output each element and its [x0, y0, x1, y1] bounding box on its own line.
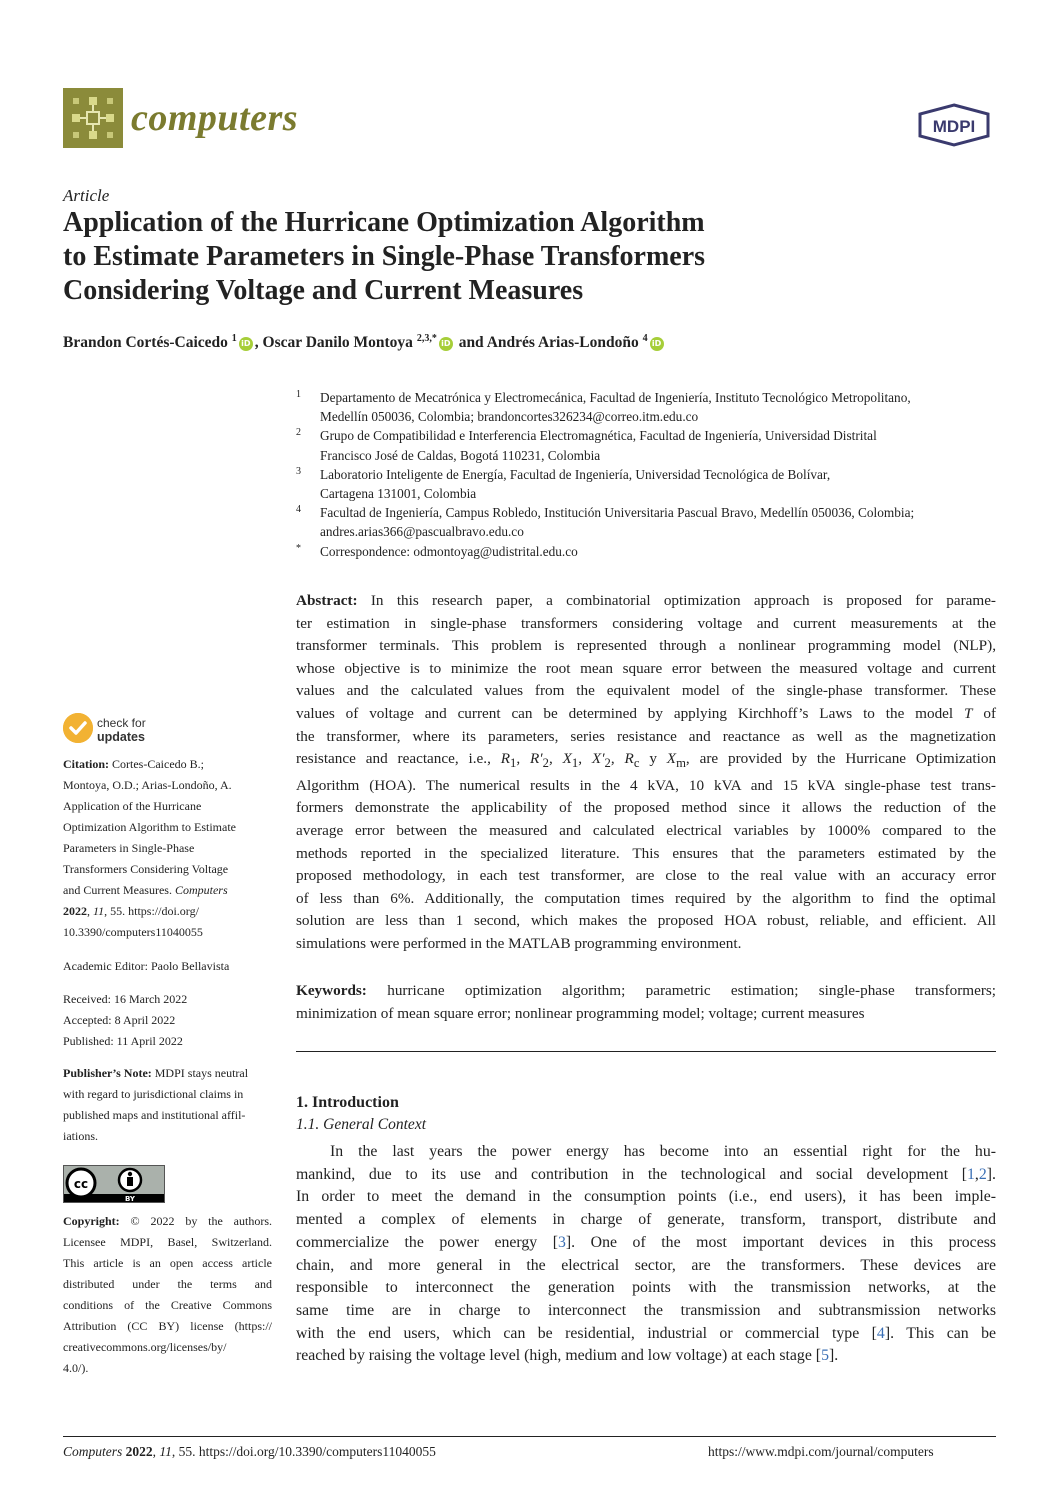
citation-text: Cortes-Caicedo B.; — [112, 757, 204, 771]
cc-by-icon — [64, 1166, 164, 1202]
citation-block — [63, 754, 272, 943]
paper-title — [63, 206, 993, 308]
citation-link[interactable]: 4 — [876, 1324, 885, 1342]
math-var: R — [624, 750, 634, 768]
abstract-line: methods reported in the specialized literature. This ensures that the parameters estimated by the — [296, 844, 996, 862]
citation-volume: 11 — [93, 904, 105, 918]
body-text: mankind, due to its use and contribution in the technological and social development [ — [296, 1165, 968, 1183]
math-sub: 1 — [510, 756, 517, 771]
citation-line: Application of the Hurricane — [63, 799, 202, 813]
body-text: commercialize the power energy [ — [296, 1233, 558, 1251]
abstract-text: , are provided by the Hurricane Optimization — [685, 750, 997, 768]
abstract-line: transformer terminals. This problem is represented through a nonlinear programming model (NLP), — [296, 637, 996, 655]
affiliation-number: 1 — [296, 389, 301, 400]
orcid-icon[interactable]: iD — [439, 337, 453, 351]
orcid-icon[interactable]: iD — [650, 337, 664, 351]
copyright-line: Attribution (CC BY) license (https:// — [63, 1319, 272, 1333]
abstract-text: resistance and reactance, i.e., — [296, 750, 491, 768]
title-line: Application of the Hurricane Optimization Algorithm — [63, 207, 705, 238]
body-line — [296, 1345, 996, 1368]
title-line: Considering Voltage and Current Measures — [63, 275, 584, 306]
citation-label: Citation: — [63, 757, 109, 771]
footer-citation: Computers 2022, 11, 55. https://doi.org/10.3390/computers11040055 — [63, 1444, 436, 1459]
dates-block — [63, 989, 272, 1052]
affiliation-line: Facultad de Ingeniería, Campus Robledo, Institución Universitaria Pascual Bravo, Medellín 050036, Colombia; — [320, 505, 915, 521]
abstract-line: proposed methodology, in each test transformer, are close to the real value with an accuracy error — [296, 867, 996, 885]
note-line: with regard to jurisdictional claims in — [63, 1087, 244, 1101]
received-date: Received: 16 March 2022 — [63, 992, 188, 1006]
affiliation-number: 3 — [296, 465, 301, 477]
affiliation-line: Departamento de Mecatrónica y Electromecánica, Facultad de Ingeniería, Instituto Tecnológico Metropolitano, — [320, 390, 911, 405]
affiliation-line: Francisco José de Caldas, Bogotá 110231, Colombia — [320, 447, 601, 463]
author-affiliation-sup: 4 — [642, 333, 648, 344]
note-text: MDPI stays neutral — [154, 1066, 249, 1080]
citation-doi-link[interactable]: 10.3390/computers11040055 — [63, 925, 203, 939]
citation-line: 2022, 11, 55. https://doi.org/ — [63, 904, 199, 918]
math-sub: m — [676, 756, 686, 771]
mdpi-logo-icon — [916, 103, 992, 147]
footer-journal-url[interactable]: https://www.mdpi.com/journal/computers — [708, 1444, 934, 1459]
affiliation-item — [296, 503, 996, 541]
note-line: published maps and institutional affil- — [63, 1108, 246, 1122]
footer-doi[interactable]: , 55. https://doi.org/10.3390/computers11040055 — [171, 1444, 436, 1459]
keywords-text: hurricane optimization algorithm; parametric estimation; single-phase transformers; — [387, 982, 997, 999]
author-affiliation-sup: 2,3,* — [416, 333, 437, 344]
math-sub: 2 — [604, 756, 611, 771]
footer-year: 2022 — [125, 1444, 153, 1459]
abstract-line: solution are less than 1 second, which makes the proposed HOA robust, reliable, and efficient. All — [296, 912, 996, 930]
abstract-line: formers demonstrate the applicability of the proposed method since it allows the reduction of the — [296, 799, 996, 817]
abstract-text: of — [983, 704, 997, 722]
affiliation-item — [296, 388, 996, 426]
affiliation-item — [296, 542, 996, 561]
title-line: to Estimate Parameters in Single-Phase Transformers — [63, 241, 706, 272]
copyright-line: This article is an open access article — [63, 1256, 272, 1270]
copyright-line — [63, 1211, 272, 1232]
abstract-line — [296, 703, 996, 726]
checkmark-icon — [63, 713, 93, 743]
mdpi-logo-text: MDPI — [932, 117, 976, 136]
check-for-updates-line1: check for — [97, 716, 146, 730]
math-var: R′ — [530, 750, 543, 768]
citation-line: Parameters in Single-Phase — [63, 841, 195, 855]
footer-volume: 11 — [159, 1444, 172, 1459]
article-type: Article — [63, 186, 110, 205]
citation-line: Transformers Considering Voltage — [63, 862, 229, 876]
abstract-text: values of voltage and current can be determined by applying Kirchhoff’s Laws to the model — [296, 704, 954, 722]
body-line: In the last years the power energy has become into an essential right for the hu- — [330, 1143, 996, 1160]
abstract-line: resistance and reactance, i.e., $R_1$, $R'_2$, $X_1$, $X'_2$, $R_c$ y $X_m$, are provided by the Hurricane Optimization — [296, 750, 997, 771]
citation-line — [63, 754, 272, 775]
author-affiliation-sup: 1 — [231, 333, 237, 344]
note-line: iations. — [63, 1129, 98, 1143]
abstract-line: simulations were performed in the MATLAB programming environment. — [296, 934, 742, 952]
citation-journal: Computers — [174, 883, 228, 897]
citation-link[interactable]: 3 — [557, 1233, 566, 1251]
citation-link[interactable]: 5 — [821, 1347, 829, 1365]
abstract-label: Abstract: — [296, 592, 358, 609]
math-var: X — [666, 750, 677, 768]
cc-by-license-badge[interactable] — [63, 1165, 165, 1203]
math-var: T — [964, 704, 973, 722]
copyright-text: © 2022 by the authors. — [130, 1214, 272, 1228]
citation-text: , 55. https://doi.org/ — [104, 904, 199, 918]
math-sub: 2 — [542, 756, 549, 771]
published-date: Published: 11 April 2022 — [63, 1034, 183, 1048]
abstract — [296, 590, 996, 956]
copyright-line: 4.0/). — [63, 1361, 89, 1375]
body-line — [296, 1323, 996, 1346]
mdpi-logo — [916, 103, 992, 147]
author-joiner: and — [458, 334, 484, 352]
body-line: mented a complex of elements in charge of generate, transform, transport, distribute and — [296, 1211, 996, 1229]
abstract-line: of less than 6%. Additionally, the computation times required by the algorithm to find the optimal — [296, 889, 996, 907]
note-label: Publisher’s Note: — [63, 1066, 152, 1080]
affiliation-line: andres.arias366@pascualbravo.edu.co — [320, 524, 524, 540]
academic-editor: Academic Editor: Paolo Bellavista — [63, 959, 230, 973]
orcid-icon[interactable]: iD — [239, 337, 253, 351]
body-text: with the end users, which can be residential, industrial or commercial type [ — [296, 1324, 877, 1342]
body-text: ]. This can be — [884, 1324, 996, 1342]
copyright-line: Licensee MDPI, Basel, Switzerland. — [63, 1235, 272, 1249]
citation-link[interactable]: 2 — [978, 1165, 987, 1183]
affiliation-line: Correspondence: odmontoyag@udistrital.edu.co — [320, 543, 578, 559]
affiliation-number: 2 — [296, 427, 301, 439]
journal-logo-icon — [63, 88, 123, 148]
body-text: ]. One of the most important devices in this process — [565, 1233, 996, 1251]
citation-year: 2022 — [63, 904, 87, 918]
affiliation-line: Grupo de Compatibilidad e Interferencia Electromagnética, Facultad de Ingeniería, Universidad Distrital — [320, 428, 877, 444]
body-line: responsible to interconnect the generation points with the transmission networks, at the — [296, 1279, 996, 1297]
math-var: X′ — [591, 750, 605, 768]
body-line: In order to meet the demand in the consumption points (i.e., end users), it has been imple- — [296, 1188, 996, 1206]
affiliation-number: * — [296, 542, 301, 554]
check-for-updates-icon[interactable] — [63, 713, 93, 743]
abstract-text: y — [649, 750, 657, 768]
abstract-line: values and the calculated values from the equivalent model of the single-phase transformer. These — [296, 682, 996, 700]
svg-text:cc: cc — [73, 1177, 89, 1191]
affiliation-line: Medellín 050036, Colombia; brandoncortes326234@correo.itm.edu.co — [320, 409, 699, 425]
affiliation-item — [296, 465, 996, 503]
author-name: Andrés Arias-Londoño — [486, 334, 639, 352]
abstract-line — [296, 590, 996, 613]
journal-name: computers — [131, 97, 299, 139]
copyright-label: Copyright: — [63, 1214, 120, 1228]
math-sub: 1 — [571, 756, 579, 771]
intro-paragraph — [296, 1141, 996, 1368]
keywords-label: Keywords: — [296, 982, 367, 999]
abstract-line: the transformer, where its parameters, series resistance and reactance as well as the magnetization — [296, 727, 996, 745]
affiliation-line: Laboratorio Inteligente de Energía, Facultad de Ingeniería, Universidad Tecnológica de Bolívar, — [320, 466, 831, 482]
body-text: ]. — [828, 1347, 839, 1365]
section-divider — [296, 1051, 996, 1052]
author-list: Brandon Cortés-Caicedo $^1$ iD , Oscar Danilo Montoya $^{2,3,*}$ iD and Andrés Arias-Londoño $^4$ iD — [63, 333, 666, 352]
author-name: Brandon Cortés-Caicedo — [63, 334, 228, 352]
copyright-line: conditions of the Creative Commons — [63, 1298, 272, 1312]
subsection-heading: 1.1. General Context — [296, 1116, 427, 1133]
cc-by-label: BY — [124, 1195, 136, 1202]
body-line — [296, 1232, 996, 1255]
journal-logo — [63, 88, 123, 148]
section-heading: 1. Introduction — [296, 1094, 399, 1111]
abstract-line: Algorithm (HOA). The numerical results in the 4 kVA, 10 kVA and 15 kVA single-phase test trans- — [296, 776, 996, 794]
affiliations — [296, 388, 996, 561]
body-text: reached by raising the voltage level (high, medium and low voltage) at each stage [ — [296, 1347, 822, 1365]
keywords-line — [296, 980, 996, 1003]
citation-line: Optimization Algorithm to Estimate — [63, 820, 236, 834]
copyright-line: creativecommons.org/licenses/by/ — [63, 1340, 227, 1354]
footer-journal: Computers — [63, 1444, 123, 1459]
accepted-date: Accepted: 8 April 2022 — [63, 1013, 176, 1027]
citation-text: and Current Measures. — [63, 883, 172, 897]
math-var: X — [562, 750, 572, 768]
citation-line: Montoya, O.D.; Arias-Londoño, A. — [63, 778, 232, 792]
body-line: chain, and more general in the electrical sector, are the transformers. These devices are — [296, 1256, 996, 1274]
affiliation-line: Cartagena 131001, Colombia — [320, 486, 477, 502]
publisher-note — [63, 1063, 272, 1147]
note-line — [63, 1063, 272, 1084]
author-name: Oscar Danilo Montoya — [262, 334, 413, 352]
citation-line — [63, 880, 272, 901]
copyright-block — [63, 1211, 272, 1379]
affiliation-number: 4 — [296, 504, 301, 516]
citation-link[interactable]: 1 — [967, 1165, 975, 1183]
copyright-line: distributed under the terms and — [63, 1277, 272, 1291]
abstract-line: average error between the measured and calculated electrical variables by 1000% compared to the — [296, 821, 996, 839]
keywords — [296, 980, 996, 1025]
check-for-updates-badge[interactable] — [97, 716, 146, 744]
abstract-text: In this research paper, a combinatorial optimization approach is proposed for parame- — [370, 592, 996, 609]
math-var: R — [500, 750, 511, 768]
check-for-updates-line2: updates — [97, 730, 145, 744]
abstract-line: whose objective is to minimize the root mean square error between the measured voltage and current — [296, 659, 996, 677]
body-line: mankind, due to its use and contribution in the technological and social development [1,2]. — [296, 1165, 996, 1183]
abstract-line: ter estimation in single-phase transformers considering voltage and current measurements at the — [296, 614, 996, 632]
math-sub: c — [633, 756, 640, 771]
footer-divider — [63, 1436, 996, 1437]
body-text: ]. — [986, 1165, 996, 1183]
affiliation-item — [296, 426, 996, 464]
body-line: same time are in charge to interconnect the transmission and subtransmission networks — [296, 1301, 996, 1319]
keywords-line: minimization of mean square error; nonlinear programming model; voltage; current measures — [296, 1004, 865, 1022]
